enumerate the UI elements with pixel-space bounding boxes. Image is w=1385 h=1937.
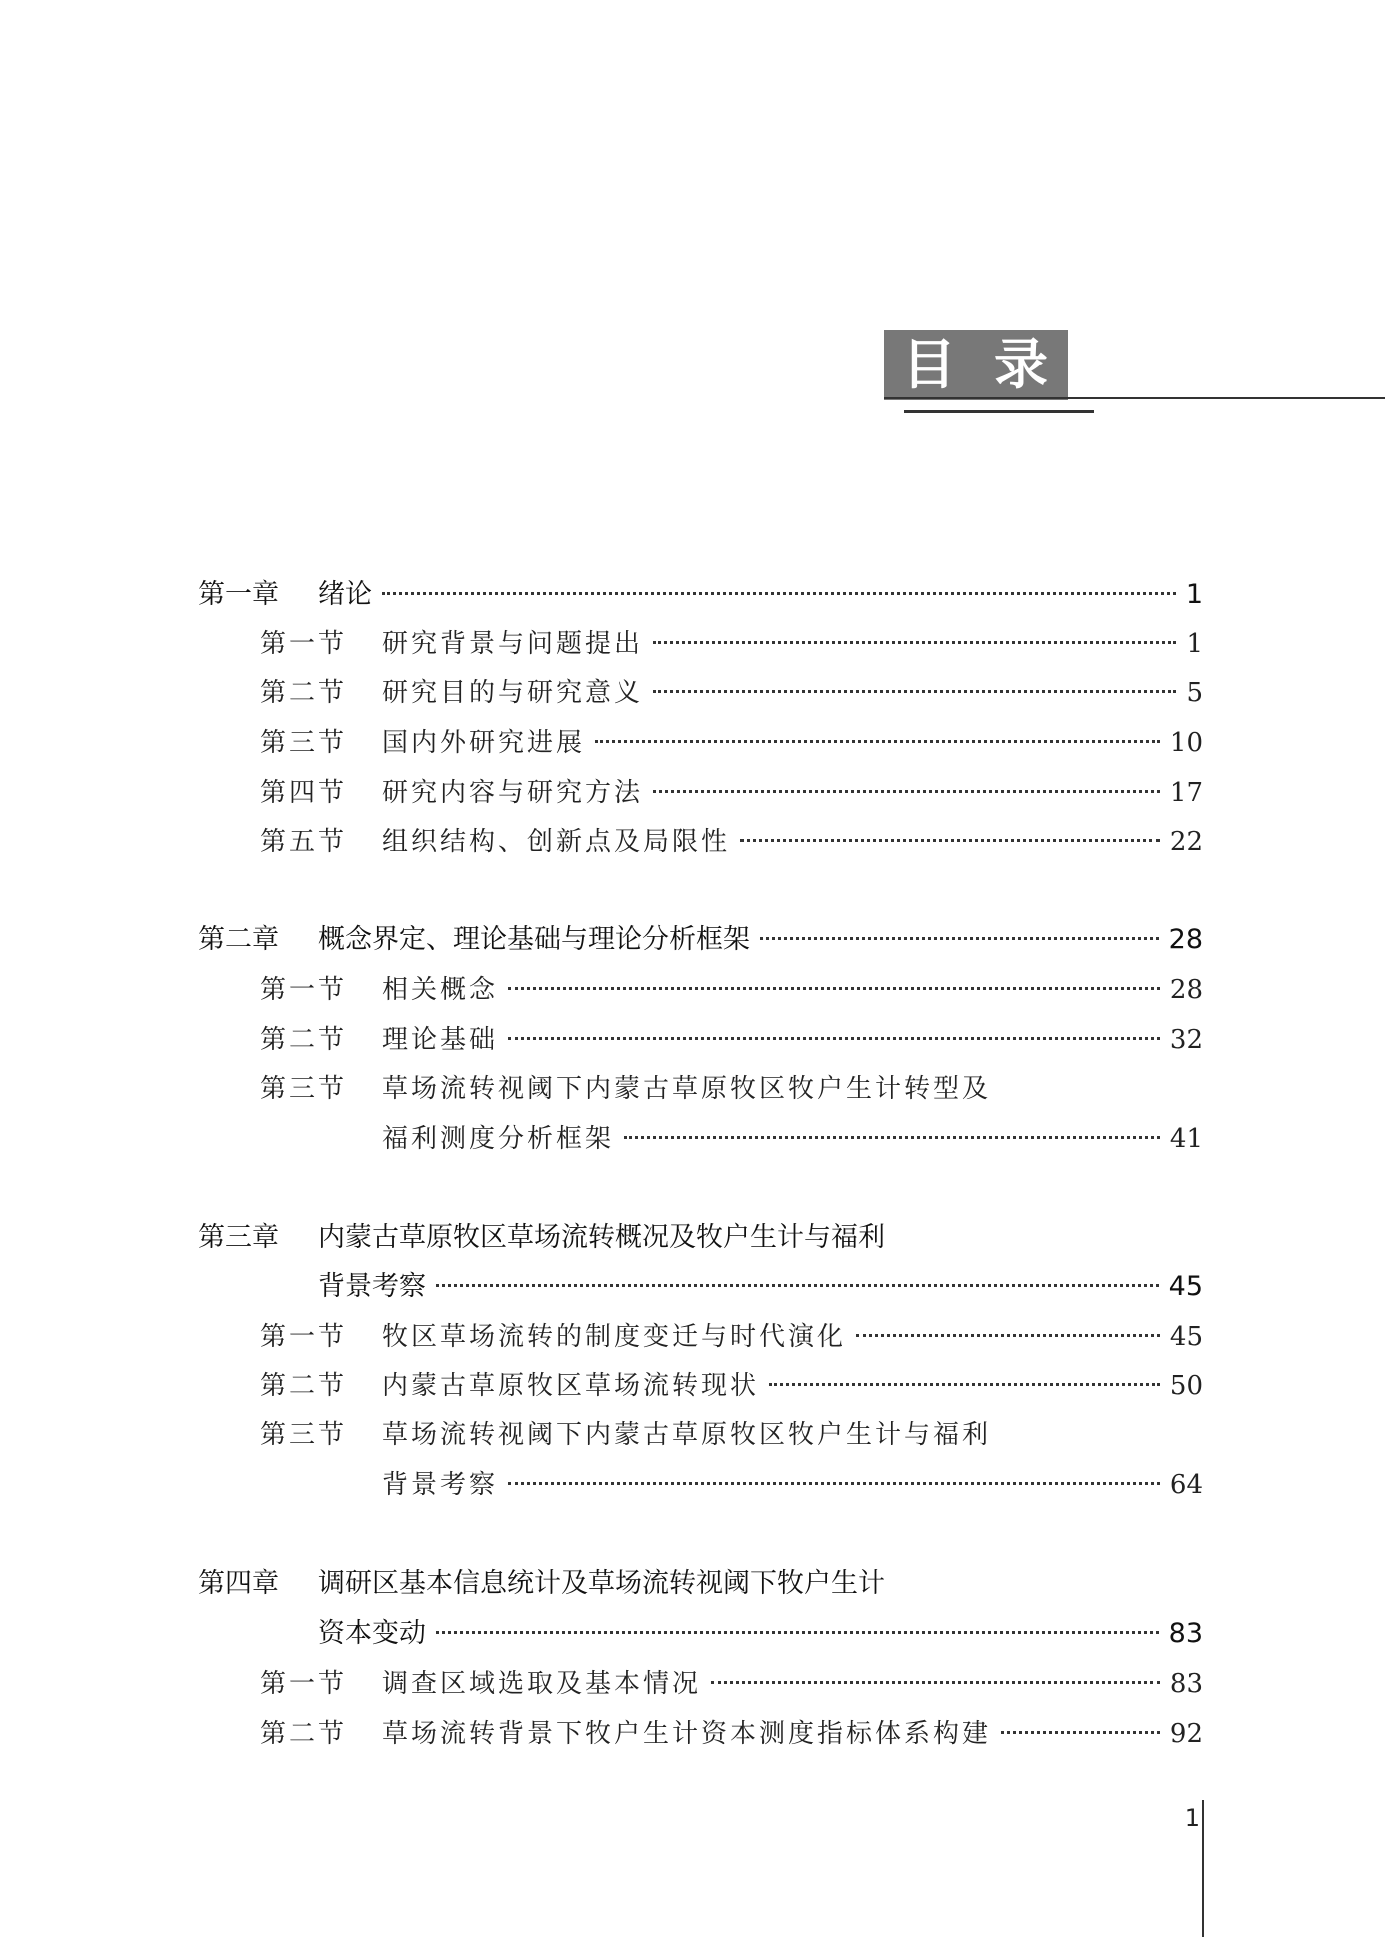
section-title: 理论基础 bbox=[382, 1025, 499, 1055]
section-label: 第五节 bbox=[260, 827, 348, 857]
toc-chapter-2[interactable] bbox=[198, 920, 1203, 960]
page-number: 45 bbox=[1168, 1271, 1203, 1302]
section-label: 第二节 bbox=[260, 1371, 348, 1401]
section-title: 国内外研究进展 bbox=[382, 728, 586, 758]
toc-chapter-3[interactable] bbox=[198, 1218, 1203, 1258]
page-number: 32 bbox=[1169, 1025, 1203, 1055]
toc-section-2-2[interactable] bbox=[260, 1020, 1203, 1060]
toc-section-3-2[interactable] bbox=[260, 1366, 1203, 1406]
chapter-title: 绪论 bbox=[318, 579, 372, 610]
page-number: 50 bbox=[1169, 1371, 1203, 1401]
toc-chapter-1[interactable] bbox=[198, 575, 1203, 615]
section-label: 第三节 bbox=[260, 1074, 348, 1104]
page-number: 28 bbox=[1169, 975, 1203, 1005]
toc-section-2-1[interactable] bbox=[260, 970, 1203, 1010]
section-label: 第三节 bbox=[260, 1420, 348, 1450]
section-title-line-2: 背景考察 bbox=[382, 1470, 499, 1500]
page-number: 10 bbox=[1169, 728, 1203, 758]
dot-leader bbox=[653, 641, 1176, 644]
dot-leader bbox=[595, 740, 1160, 743]
dot-leader bbox=[653, 790, 1160, 793]
toc-section-1-4[interactable] bbox=[260, 773, 1203, 813]
page-number: 28 bbox=[1168, 924, 1203, 955]
section-title-line-1: 草场流转视阈下内蒙古草原牧区牧户生计与福利 bbox=[382, 1420, 992, 1450]
chapter-label: 第二章 bbox=[198, 924, 279, 955]
toc-title-char-2: 录 bbox=[994, 333, 1048, 396]
toc-section-1-1[interactable] bbox=[260, 624, 1203, 664]
dot-leader bbox=[508, 1037, 1160, 1040]
chapter-title-line-1: 内蒙古草原牧区草场流转概况及牧户生计与福利 bbox=[318, 1222, 885, 1253]
page-number: 41 bbox=[1169, 1124, 1203, 1154]
toc-section-1-5[interactable] bbox=[260, 822, 1203, 862]
chapter-label: 第三章 bbox=[198, 1222, 279, 1253]
toc-title-box bbox=[884, 330, 1068, 400]
page-number: 1 bbox=[1185, 579, 1203, 610]
toc-title-char-1: 目 bbox=[902, 333, 956, 396]
section-label: 第二节 bbox=[260, 1025, 348, 1055]
toc-section-3-3-cont[interactable] bbox=[382, 1465, 1203, 1505]
section-title: 内蒙古草原牧区草场流转现状 bbox=[382, 1371, 760, 1401]
section-title: 研究目的与研究意义 bbox=[382, 678, 644, 708]
toc-chapter-4[interactable] bbox=[198, 1564, 1203, 1604]
dot-leader bbox=[653, 690, 1176, 693]
chapter-label: 第一章 bbox=[198, 579, 279, 610]
section-label: 第一节 bbox=[260, 1669, 348, 1699]
toc-chapter-3-cont[interactable] bbox=[318, 1267, 1203, 1307]
dot-leader bbox=[436, 1284, 1159, 1287]
toc-section-4-1[interactable] bbox=[260, 1664, 1203, 1704]
dot-leader bbox=[740, 839, 1160, 842]
page-number: 83 bbox=[1168, 1618, 1203, 1649]
chapter-title-line-2: 资本变动 bbox=[318, 1618, 426, 1649]
dot-leader bbox=[508, 1482, 1160, 1485]
dot-leader bbox=[856, 1334, 1160, 1337]
dot-leader bbox=[760, 937, 1159, 940]
section-label: 第四节 bbox=[260, 778, 348, 808]
page-number: 22 bbox=[1169, 827, 1203, 857]
section-label: 第二节 bbox=[260, 678, 348, 708]
section-label: 第三节 bbox=[260, 728, 348, 758]
page-number: 17 bbox=[1169, 778, 1203, 808]
toc-chapter-4-cont[interactable] bbox=[318, 1614, 1203, 1654]
section-title: 研究背景与问题提出 bbox=[382, 629, 644, 659]
dot-leader bbox=[769, 1383, 1160, 1386]
section-title: 草场流转背景下牧户生计资本测度指标体系构建 bbox=[382, 1719, 992, 1749]
dot-leader bbox=[436, 1631, 1159, 1634]
toc-section-2-3[interactable] bbox=[260, 1069, 1203, 1109]
section-title: 调查区域选取及基本情况 bbox=[382, 1669, 702, 1699]
title-underline bbox=[904, 410, 1094, 413]
toc-section-1-2[interactable] bbox=[260, 673, 1203, 713]
section-title-line-2: 福利测度分析框架 bbox=[382, 1124, 615, 1154]
dot-leader bbox=[1001, 1731, 1160, 1734]
dot-leader bbox=[624, 1136, 1160, 1139]
section-label: 第一节 bbox=[260, 975, 348, 1005]
section-title: 相关概念 bbox=[382, 975, 499, 1005]
section-title: 研究内容与研究方法 bbox=[382, 778, 644, 808]
dot-leader bbox=[508, 987, 1160, 990]
section-title-line-1: 草场流转视阈下内蒙古草原牧区牧户生计转型及 bbox=[382, 1074, 992, 1104]
title-rule bbox=[884, 397, 1385, 399]
folio-rule bbox=[1202, 1800, 1204, 1937]
section-title: 组织结构、创新点及局限性 bbox=[382, 827, 731, 857]
page-folio: 1 bbox=[1184, 1804, 1200, 1832]
toc-section-3-3[interactable] bbox=[260, 1415, 1203, 1455]
page-number: 83 bbox=[1169, 1669, 1203, 1699]
page-number: 64 bbox=[1169, 1470, 1203, 1500]
dot-leader bbox=[382, 592, 1176, 595]
page-number: 45 bbox=[1169, 1322, 1203, 1352]
section-title: 牧区草场流转的制度变迁与时代演化 bbox=[382, 1322, 847, 1352]
page-number: 92 bbox=[1169, 1719, 1203, 1749]
section-label: 第二节 bbox=[260, 1719, 348, 1749]
page-number: 1 bbox=[1186, 629, 1203, 659]
toc-section-3-1[interactable] bbox=[260, 1317, 1203, 1357]
toc-section-1-3[interactable] bbox=[260, 723, 1203, 763]
chapter-title-line-1: 调研区基本信息统计及草场流转视阈下牧户生计 bbox=[318, 1568, 885, 1599]
page-number: 5 bbox=[1186, 678, 1203, 708]
chapter-title: 概念界定、理论基础与理论分析框架 bbox=[318, 924, 750, 955]
toc-section-2-3-cont[interactable] bbox=[382, 1119, 1203, 1159]
section-label: 第一节 bbox=[260, 629, 348, 659]
chapter-label: 第四章 bbox=[198, 1568, 279, 1599]
section-label: 第一节 bbox=[260, 1322, 348, 1352]
dot-leader bbox=[711, 1681, 1160, 1684]
toc-section-4-2[interactable] bbox=[260, 1714, 1203, 1754]
chapter-title-line-2: 背景考察 bbox=[318, 1271, 426, 1302]
